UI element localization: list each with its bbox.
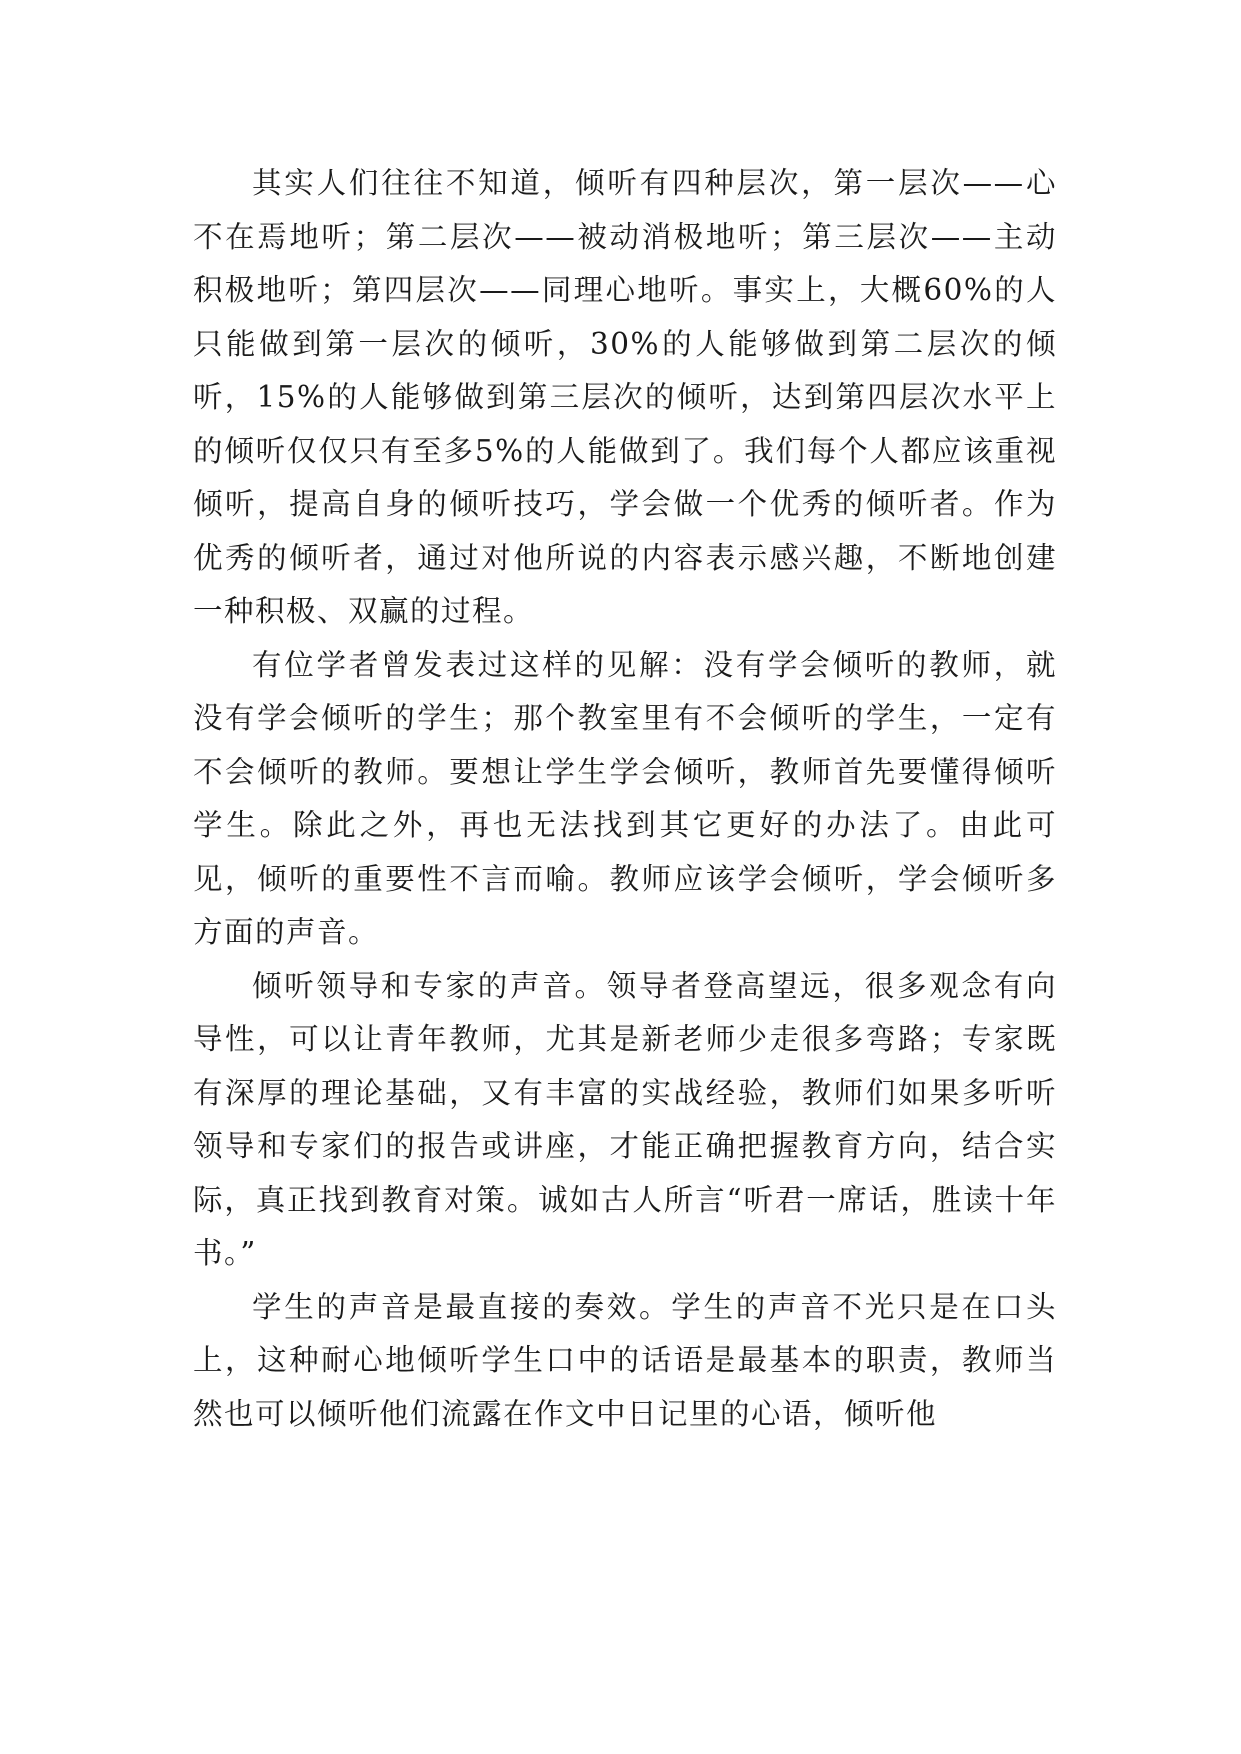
- paragraph-leaders-experts: 倾听领导和专家的声音。领导者登高望远，很多观念有向导性，可以让青年教师，尤其是新老师少走很多弯路；专家既有深厚的理论基础，又有丰富的实战经验，教师们如果多听听领导和专家们的报告或讲座，才能正确把握教育方向，结合实际，真正找到教育对策。诚如古人所言“听君一席话，胜读十年书。”: [193, 968, 1057, 1270]
- paragraph-student-voices: 学生的声音是最直接的奏效。学生的声音不光只是在口头上，这种耐心地倾听学生口中的话语是最基本的职责，教师当然也可以倾听他们流露在作文中日记里的心语，倾听他: [193, 1289, 1057, 1431]
- document-body: [193, 157, 1057, 1441]
- paragraph-listening-levels: 其实人们往往不知道，倾听有四种层次，第一层次——心不在焉地听；第二层次——被动消极地听；第三层次——主动积极地听；第四层次——同理心地听。事实上，大概60%的人只能做到第一层次的倾听，30%的人能够做到第二层次的倾听，15%的人能够做到第三层次的倾听，达到第四层次水平上的倾听仅仅只有至多5%的人能做到了。我们每个人都应该重视倾听，提高自身的倾听技巧，学会做一个优秀的倾听者。作为优秀的倾听者，通过对他所说的内容表示感兴趣，不断地创建一种积极、双赢的过程。: [193, 166, 1057, 628]
- paragraph-scholar-view: 有位学者曾发表过这样的见解：没有学会倾听的教师，就没有学会倾听的学生；那个教室里有不会倾听的学生，一定有不会倾听的教师。要想让学生学会倾听，教师首先要懂得倾听学生。除此之外，再也无法找到其它更好的办法了。由此可见，倾听的重要性不言而喻。教师应该学会倾听，学会倾听多方面的声音。: [193, 647, 1057, 949]
